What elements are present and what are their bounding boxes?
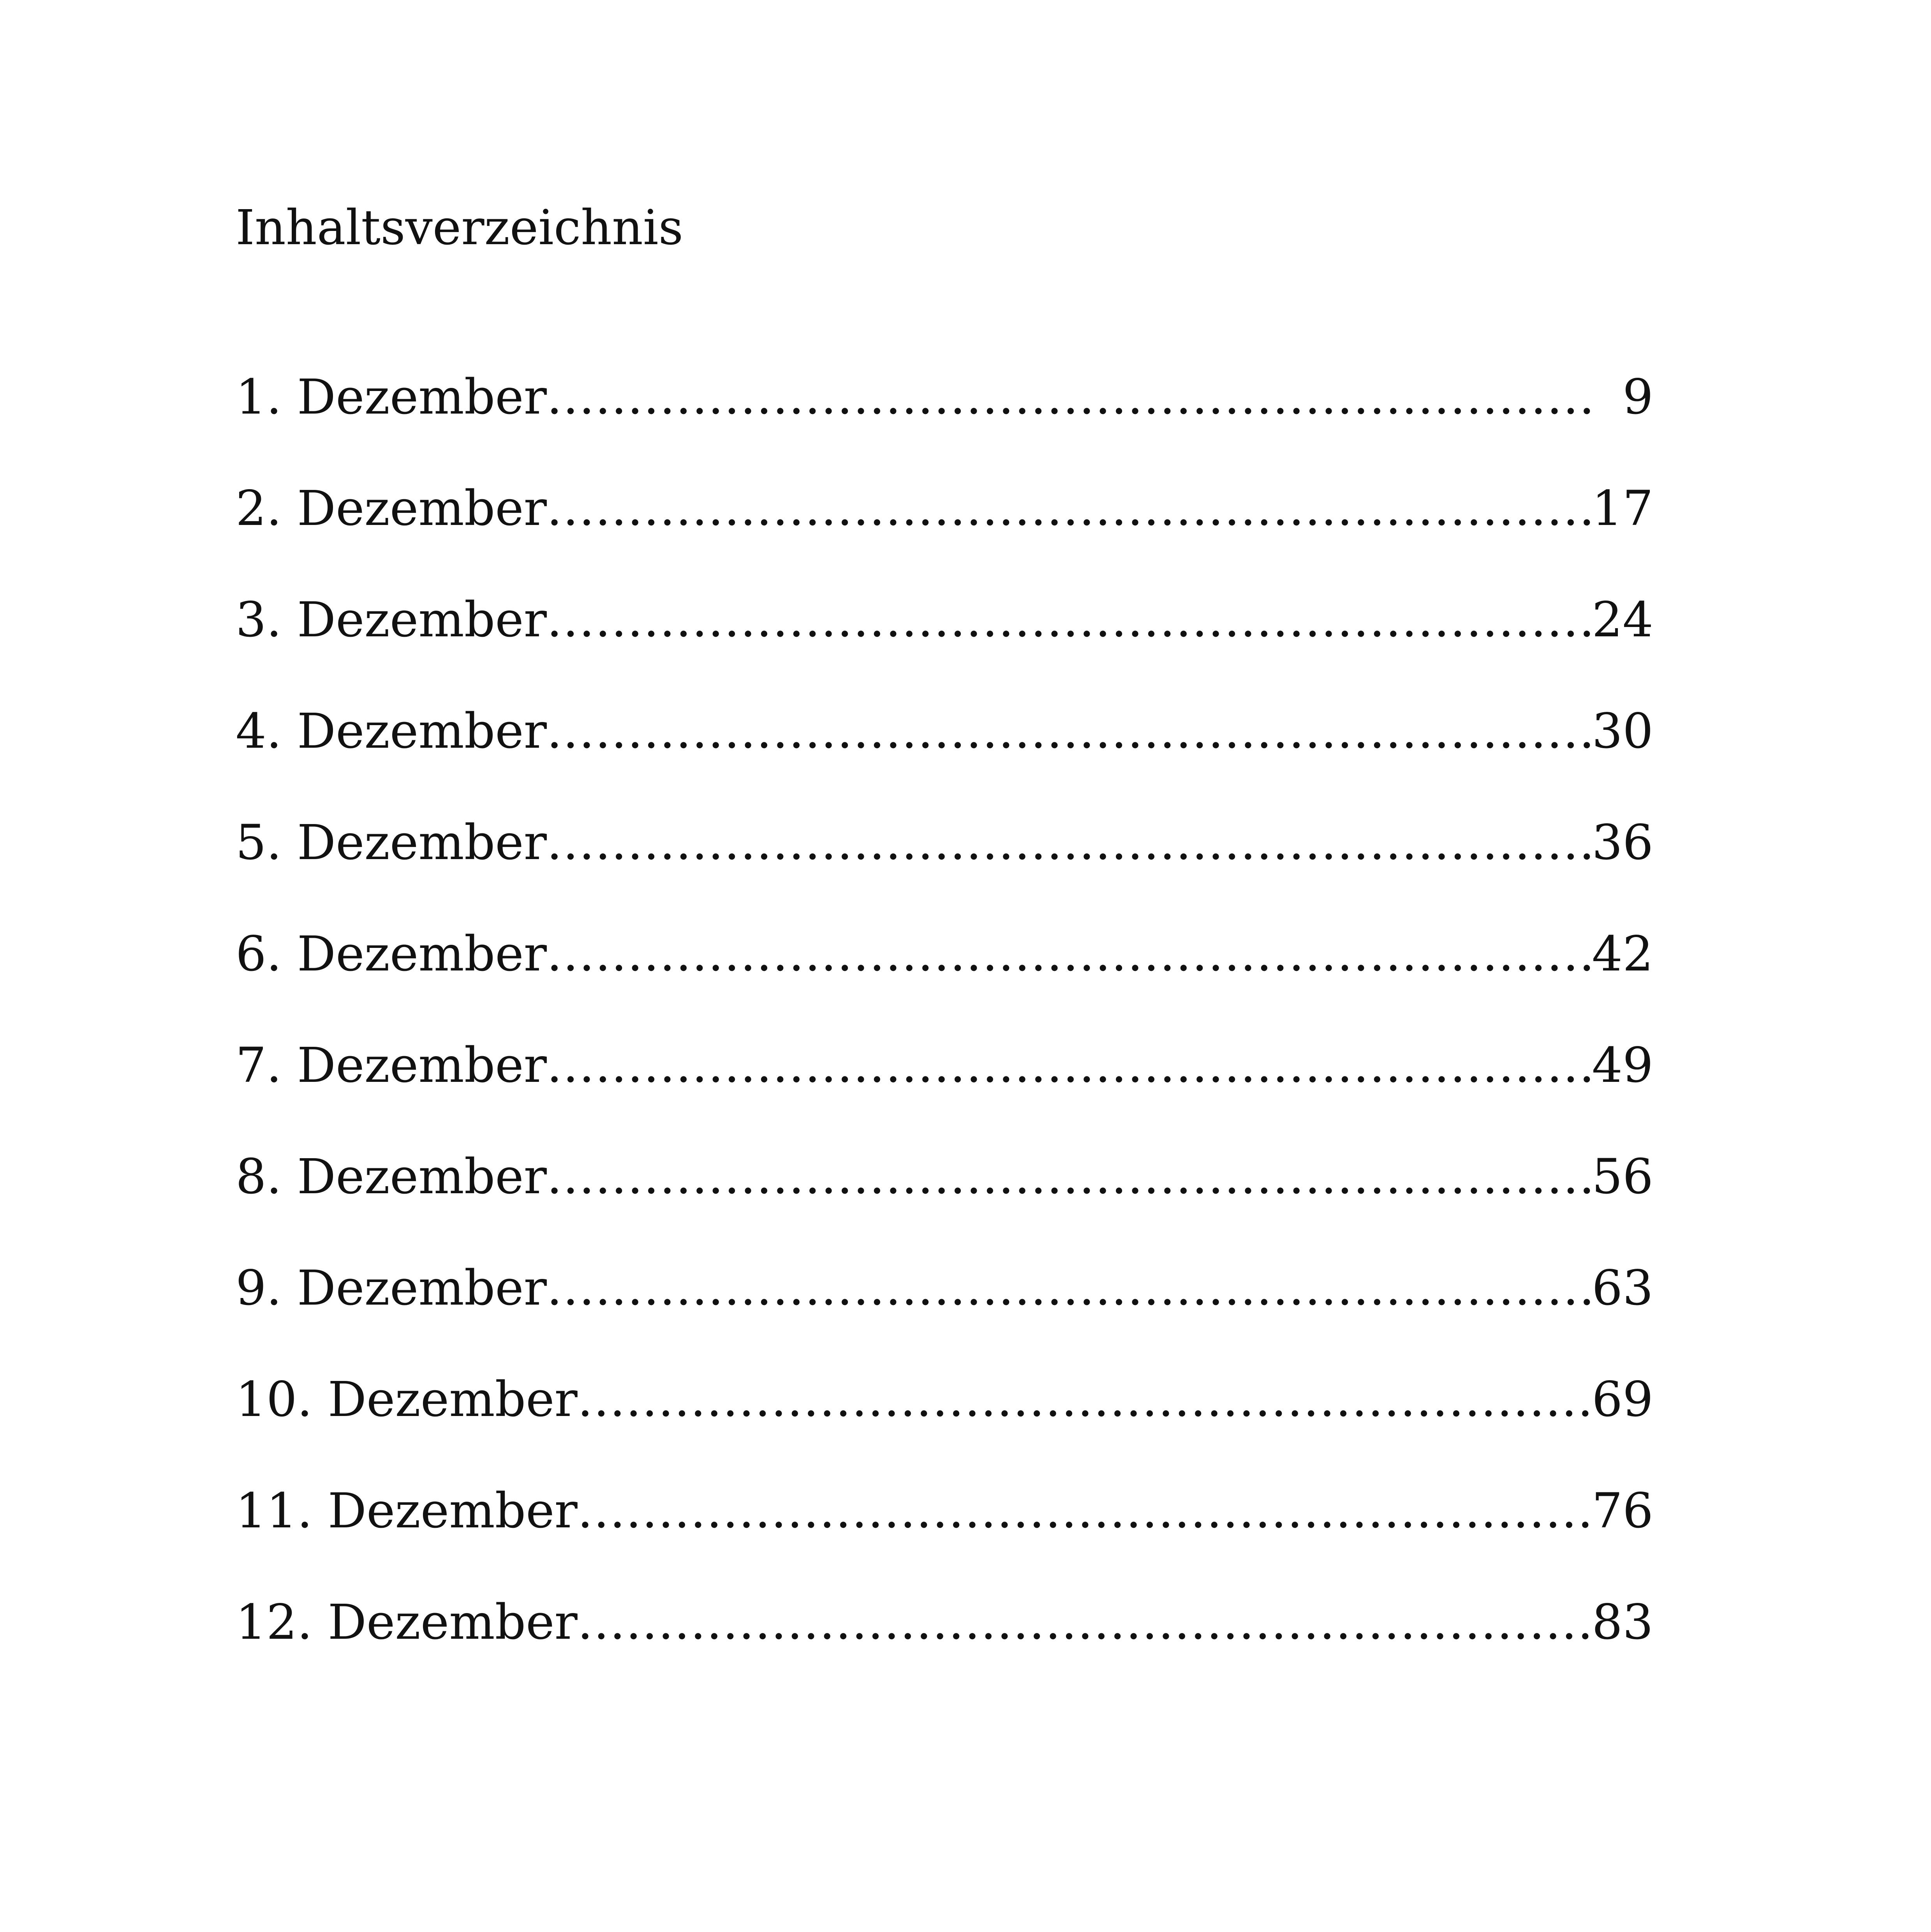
toc-entry-label: 1. Dezember: [236, 369, 547, 425]
toc-entry[interactable]: [236, 477, 1653, 589]
toc-entry-page-number: 42: [1592, 926, 1653, 982]
toc-entry-page-number: 63: [1592, 1260, 1653, 1316]
toc-entry-page-number: 83: [1592, 1594, 1653, 1650]
toc-heading: Inhaltsverzeichnis: [236, 200, 684, 256]
toc-entry-page-number: 30: [1592, 703, 1653, 759]
toc-entry-label: 10. Dezember: [236, 1372, 578, 1428]
toc-entry-label: 9. Dezember: [236, 1260, 547, 1316]
toc-entry[interactable]: [236, 366, 1653, 477]
toc-entry-label: 6. Dezember: [236, 926, 547, 982]
toc-entry-label: 4. Dezember: [236, 703, 547, 759]
toc-dot-leader: [547, 589, 1592, 651]
toc-entry-label: 5. Dezember: [236, 815, 547, 871]
toc-entry[interactable]: [236, 1368, 1653, 1480]
toc-entry[interactable]: [236, 1257, 1653, 1368]
toc-entry-label: 2. Dezember: [236, 481, 547, 537]
toc-dot-leader: [578, 1368, 1592, 1431]
toc-dot-leader: [578, 1480, 1592, 1542]
toc-entry-page-number: 9: [1623, 369, 1653, 425]
toc-dot-leader: [547, 923, 1592, 985]
toc-dot-leader: [547, 1257, 1592, 1319]
toc-entry[interactable]: [236, 923, 1653, 1034]
toc-entry[interactable]: [236, 1034, 1653, 1146]
toc-entry-label: 8. Dezember: [236, 1149, 547, 1205]
toc-list: [236, 366, 1653, 1703]
toc-entry[interactable]: [236, 700, 1653, 812]
toc-entry-page-number: 76: [1592, 1483, 1653, 1539]
toc-entry-label: 3. Dezember: [236, 592, 547, 648]
toc-entry-label: 11. Dezember: [236, 1483, 578, 1539]
toc-entry-page-number: 36: [1592, 815, 1653, 871]
toc-entry[interactable]: [236, 1146, 1653, 1257]
toc-entry-page-number: 69: [1592, 1372, 1653, 1428]
toc-dot-leader: [547, 812, 1592, 874]
toc-dot-leader: [547, 477, 1592, 540]
toc-dot-leader: [547, 366, 1595, 428]
toc-entry-page-number: 49: [1592, 1037, 1653, 1094]
toc-entry[interactable]: [236, 812, 1653, 923]
toc-entry[interactable]: [236, 589, 1653, 700]
toc-entry-page-number: 17: [1592, 481, 1653, 537]
toc-dot-leader: [547, 1146, 1592, 1208]
toc-entry-label: 12. Dezember: [236, 1594, 578, 1650]
toc-entry[interactable]: [236, 1591, 1653, 1703]
toc-dot-leader: [547, 700, 1592, 763]
toc-dot-leader: [578, 1591, 1592, 1654]
toc-entry-page-number: 56: [1592, 1149, 1653, 1205]
toc-dot-leader: [547, 1034, 1592, 1097]
toc-entry[interactable]: [236, 1480, 1653, 1591]
toc-entry-label: 7. Dezember: [236, 1037, 547, 1094]
toc-entry-page-number: 24: [1592, 592, 1653, 648]
